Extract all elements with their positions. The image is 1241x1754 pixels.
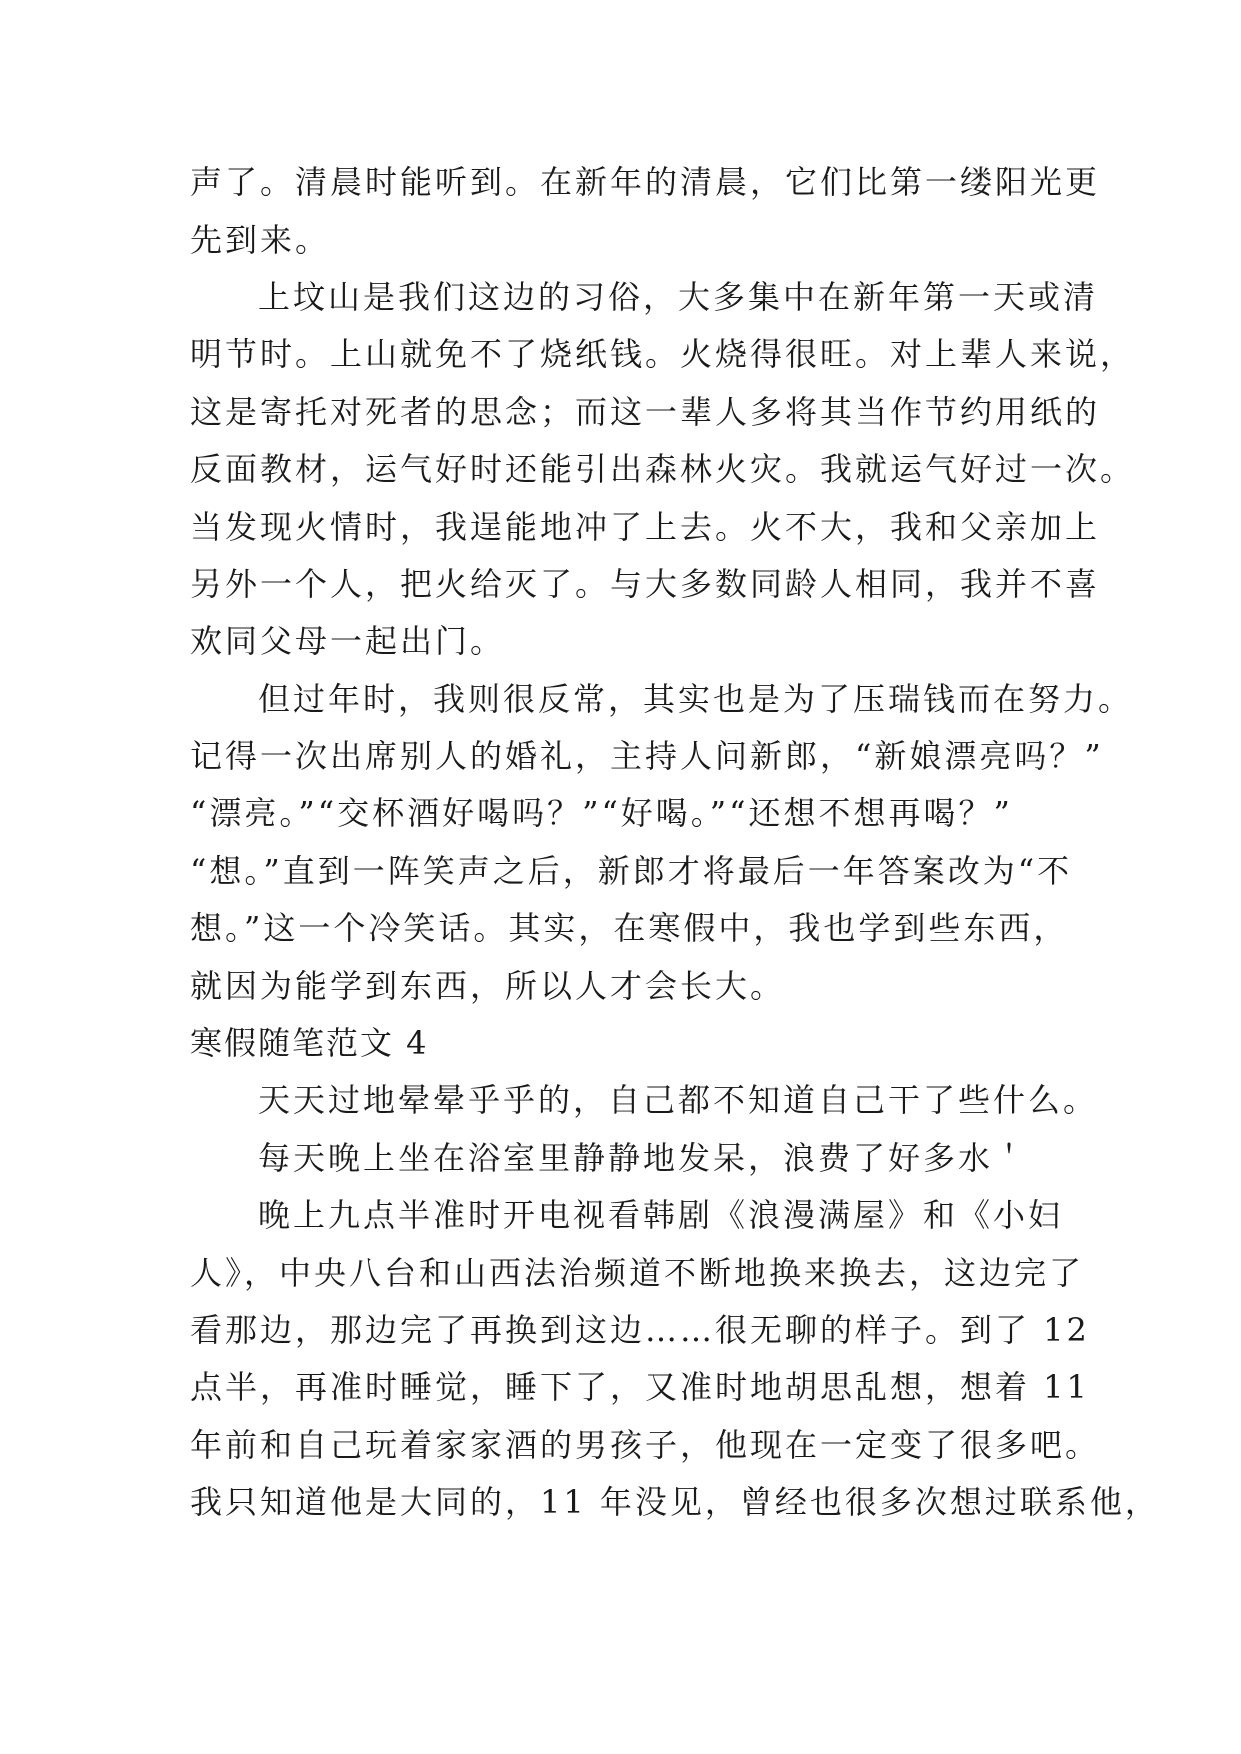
paragraph-line: 晚上九点半准时开电视看韩剧《浪漫满屋》和《小妇 bbox=[258, 1196, 1064, 1234]
paragraph-line: 上坟山是我们这边的习俗，大多集中在新年第一天或清 bbox=[258, 278, 1099, 316]
paragraph-line: “想。”直到一阵笑声之后，新郎才将最后一年答案改为“不 bbox=[190, 852, 1073, 890]
paragraph-line: “漂亮。”“交杯酒好喝吗？”“好喝。”“还想不想再喝？” bbox=[190, 794, 1013, 832]
paragraph-line: 我只知道他是大同的，11 年没见，曾经也很多次想过联系他， bbox=[190, 1483, 1160, 1521]
section-heading: 寒假随笔范文 4 bbox=[190, 1024, 429, 1062]
paragraph-line: 就因为能学到东西，所以人才会长大。 bbox=[190, 967, 786, 1005]
paragraph-line: 先到来。 bbox=[190, 221, 331, 259]
paragraph-line: 声了。清晨时能听到。在新年的清晨，它们比第一缕阳光更 bbox=[190, 163, 1101, 201]
paragraph-line: 记得一次出席别人的婚礼，主持人问新郎，“新娘漂亮吗？” bbox=[190, 737, 1104, 775]
paragraph-line: 年前和自己玩着家家酒的男孩子，他现在一定变了很多吧。 bbox=[190, 1426, 1101, 1464]
paragraph-line: 另外一个人，把火给灭了。与大多数同龄人相同，我并不喜 bbox=[190, 565, 1101, 603]
paragraph-line: 但过年时，我则很反常，其实也是为了压瑞钱而在努力。 bbox=[258, 680, 1134, 718]
paragraph-line: 每天晚上坐在浴室里静静地发呆，浪费了好多水＇ bbox=[258, 1139, 1029, 1177]
paragraph-line: 人》，中央八台和山西法治频道不断地换来换去，这边完了 bbox=[190, 1254, 1085, 1292]
paragraph-line: 点半，再准时睡觉，睡下了，又准时地胡思乱想，想着 11 bbox=[190, 1368, 1090, 1406]
paragraph-line: 明节时。上山就免不了烧纸钱。火烧得很旺。对上辈人来说， bbox=[190, 335, 1136, 373]
paragraph-line: 反面教材，运气好时还能引出森林火灾。我就运气好过一次。 bbox=[190, 450, 1136, 488]
paragraph-line: 想。”这一个冷笑话。其实，在寒假中，我也学到些东西， bbox=[190, 909, 1069, 947]
paragraph-line: 天天过地晕晕乎乎的，自己都不知道自己干了些什么。 bbox=[258, 1081, 1099, 1119]
paragraph-line: 欢同父母一起出门。 bbox=[190, 622, 506, 660]
paragraph-line: 看那边，那边完了再换到这边……很无聊的样子。到了 12 bbox=[190, 1311, 1090, 1349]
paragraph-line: 当发现火情时，我逞能地冲了上去。火不大，我和父亲加上 bbox=[190, 508, 1101, 546]
paragraph-line: 这是寄托对死者的思念；而这一辈人多将其当作节约用纸的 bbox=[190, 393, 1101, 431]
